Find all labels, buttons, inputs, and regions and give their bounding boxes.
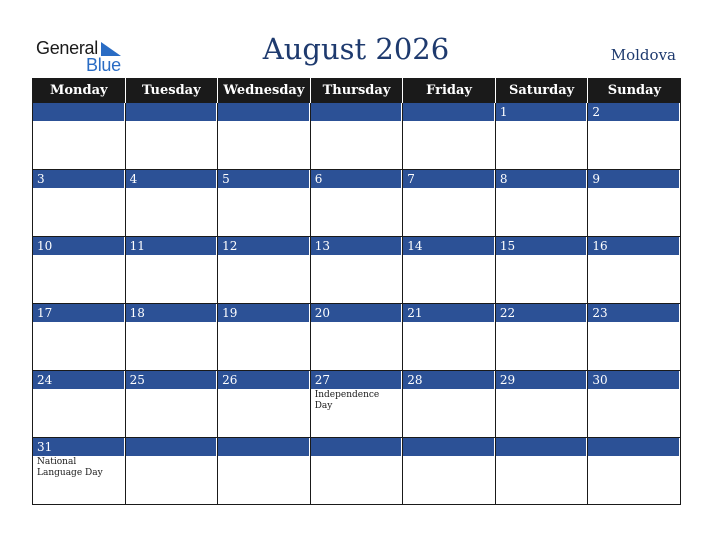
holiday-label xyxy=(588,188,680,236)
day-cell xyxy=(495,438,588,505)
holiday-label xyxy=(403,188,495,236)
day-number: 2 xyxy=(588,103,680,121)
holiday-label xyxy=(496,322,588,370)
day-number: 3 xyxy=(33,170,125,188)
calendar-table xyxy=(32,78,681,505)
week-row xyxy=(33,170,681,237)
day-number: 13 xyxy=(311,237,403,255)
day-number: 10 xyxy=(33,237,125,255)
day-cell xyxy=(588,438,681,505)
day-cell xyxy=(310,103,403,170)
day-cell xyxy=(588,103,681,170)
day-number: 5 xyxy=(218,170,310,188)
holiday-label xyxy=(311,188,403,236)
day-number: 24 xyxy=(33,371,125,389)
weekday-header-row xyxy=(33,78,681,103)
weekday-header: Monday xyxy=(33,78,126,103)
day-cell xyxy=(403,371,496,438)
holiday-label xyxy=(496,456,588,504)
week-row xyxy=(33,371,681,438)
holiday-label xyxy=(311,456,403,504)
day-number: 8 xyxy=(496,170,588,188)
holiday-label xyxy=(588,121,680,169)
day-number: 30 xyxy=(588,371,680,389)
day-number xyxy=(126,103,218,121)
weekday-header: Wednesday xyxy=(218,78,311,103)
day-number xyxy=(218,438,310,456)
day-cell xyxy=(495,371,588,438)
weekday-header: Tuesday xyxy=(125,78,218,103)
day-cell xyxy=(33,170,126,237)
page-title: August 2026 xyxy=(262,32,450,66)
day-number xyxy=(588,438,680,456)
day-number: 20 xyxy=(311,304,403,322)
day-number: 12 xyxy=(218,237,310,255)
weekday-header: Friday xyxy=(403,78,496,103)
day-number: 14 xyxy=(403,237,495,255)
day-number: 31 xyxy=(33,438,125,456)
day-number: 11 xyxy=(126,237,218,255)
logo-general-text: General xyxy=(36,38,98,58)
day-cell xyxy=(310,304,403,371)
holiday-label xyxy=(588,322,680,370)
day-cell xyxy=(310,438,403,505)
weekday-header: Saturday xyxy=(495,78,588,103)
day-number: 18 xyxy=(126,304,218,322)
day-number xyxy=(218,103,310,121)
day-number: 6 xyxy=(311,170,403,188)
day-cell xyxy=(403,237,496,304)
day-number: 9 xyxy=(588,170,680,188)
country-label: Moldova xyxy=(610,46,676,64)
holiday-label xyxy=(588,456,680,504)
holiday-label xyxy=(403,255,495,303)
week-row xyxy=(33,103,681,170)
day-cell xyxy=(495,237,588,304)
day-number: 25 xyxy=(126,371,218,389)
day-cell xyxy=(310,170,403,237)
day-cell xyxy=(588,237,681,304)
day-cell xyxy=(588,304,681,371)
day-number xyxy=(311,103,403,121)
day-number xyxy=(126,438,218,456)
weekday-header: Thursday xyxy=(310,78,403,103)
day-cell xyxy=(218,304,311,371)
day-number xyxy=(496,438,588,456)
holiday-label xyxy=(33,322,125,370)
day-cell xyxy=(403,438,496,505)
holiday-label xyxy=(33,121,125,169)
day-cell xyxy=(125,237,218,304)
day-cell xyxy=(218,371,311,438)
day-cell xyxy=(125,438,218,505)
holiday-label xyxy=(126,255,218,303)
holiday-label xyxy=(33,389,125,437)
holiday-label xyxy=(218,121,310,169)
holiday-label xyxy=(218,322,310,370)
day-cell xyxy=(125,170,218,237)
day-number: 27 xyxy=(311,371,403,389)
day-number: 28 xyxy=(403,371,495,389)
holiday-label xyxy=(496,389,588,437)
holiday-label xyxy=(588,389,680,437)
day-cell xyxy=(403,103,496,170)
day-cell xyxy=(588,170,681,237)
holiday-label xyxy=(218,188,310,236)
holiday-label xyxy=(126,389,218,437)
week-row xyxy=(33,237,681,304)
day-cell xyxy=(125,103,218,170)
day-cell xyxy=(125,371,218,438)
day-cell xyxy=(33,371,126,438)
day-cell xyxy=(403,304,496,371)
logo-blue-text: Blue xyxy=(86,55,121,75)
day-number: 7 xyxy=(403,170,495,188)
holiday-label xyxy=(496,121,588,169)
day-number: 16 xyxy=(588,237,680,255)
day-cell xyxy=(33,237,126,304)
holiday-label xyxy=(218,456,310,504)
day-number xyxy=(33,103,125,121)
holiday-label xyxy=(403,121,495,169)
day-cell xyxy=(218,438,311,505)
holiday-label: Independence Day xyxy=(314,390,380,411)
day-number: 29 xyxy=(496,371,588,389)
holiday-label xyxy=(126,322,218,370)
holiday-label xyxy=(218,255,310,303)
day-cell xyxy=(218,170,311,237)
holiday-label xyxy=(33,188,125,236)
day-number xyxy=(311,438,403,456)
holiday-label xyxy=(126,121,218,169)
holiday-label xyxy=(496,255,588,303)
holiday-label xyxy=(403,389,495,437)
day-cell xyxy=(33,103,126,170)
holiday-label xyxy=(311,322,403,370)
day-number xyxy=(403,438,495,456)
holiday-label xyxy=(311,121,403,169)
day-number: 26 xyxy=(218,371,310,389)
day-number: 19 xyxy=(218,304,310,322)
holiday-label xyxy=(403,322,495,370)
day-cell xyxy=(125,304,218,371)
holiday-label xyxy=(496,188,588,236)
day-number: 17 xyxy=(33,304,125,322)
day-cell xyxy=(218,237,311,304)
day-number: 21 xyxy=(403,304,495,322)
holiday-label xyxy=(126,456,218,504)
day-number: 4 xyxy=(126,170,218,188)
day-cell xyxy=(588,371,681,438)
week-row xyxy=(33,304,681,371)
day-cell xyxy=(218,103,311,170)
weekday-header: Sunday xyxy=(588,78,681,103)
holiday-label xyxy=(33,255,125,303)
day-cell xyxy=(495,304,588,371)
day-cell xyxy=(403,170,496,237)
holiday-label xyxy=(218,389,310,437)
day-cell xyxy=(495,170,588,237)
holiday-label xyxy=(403,456,495,504)
holiday-label xyxy=(126,188,218,236)
holiday-label: National Language Day xyxy=(37,457,103,478)
day-number: 15 xyxy=(496,237,588,255)
week-row xyxy=(33,438,681,505)
holiday-label xyxy=(311,255,403,303)
day-number: 22 xyxy=(496,304,588,322)
day-number: 1 xyxy=(496,103,588,121)
day-number xyxy=(403,103,495,121)
day-cell xyxy=(33,438,126,505)
day-number: 23 xyxy=(588,304,680,322)
day-cell xyxy=(495,103,588,170)
day-cell xyxy=(33,304,126,371)
day-cell xyxy=(310,237,403,304)
day-cell xyxy=(310,371,403,438)
holiday-label xyxy=(588,255,680,303)
